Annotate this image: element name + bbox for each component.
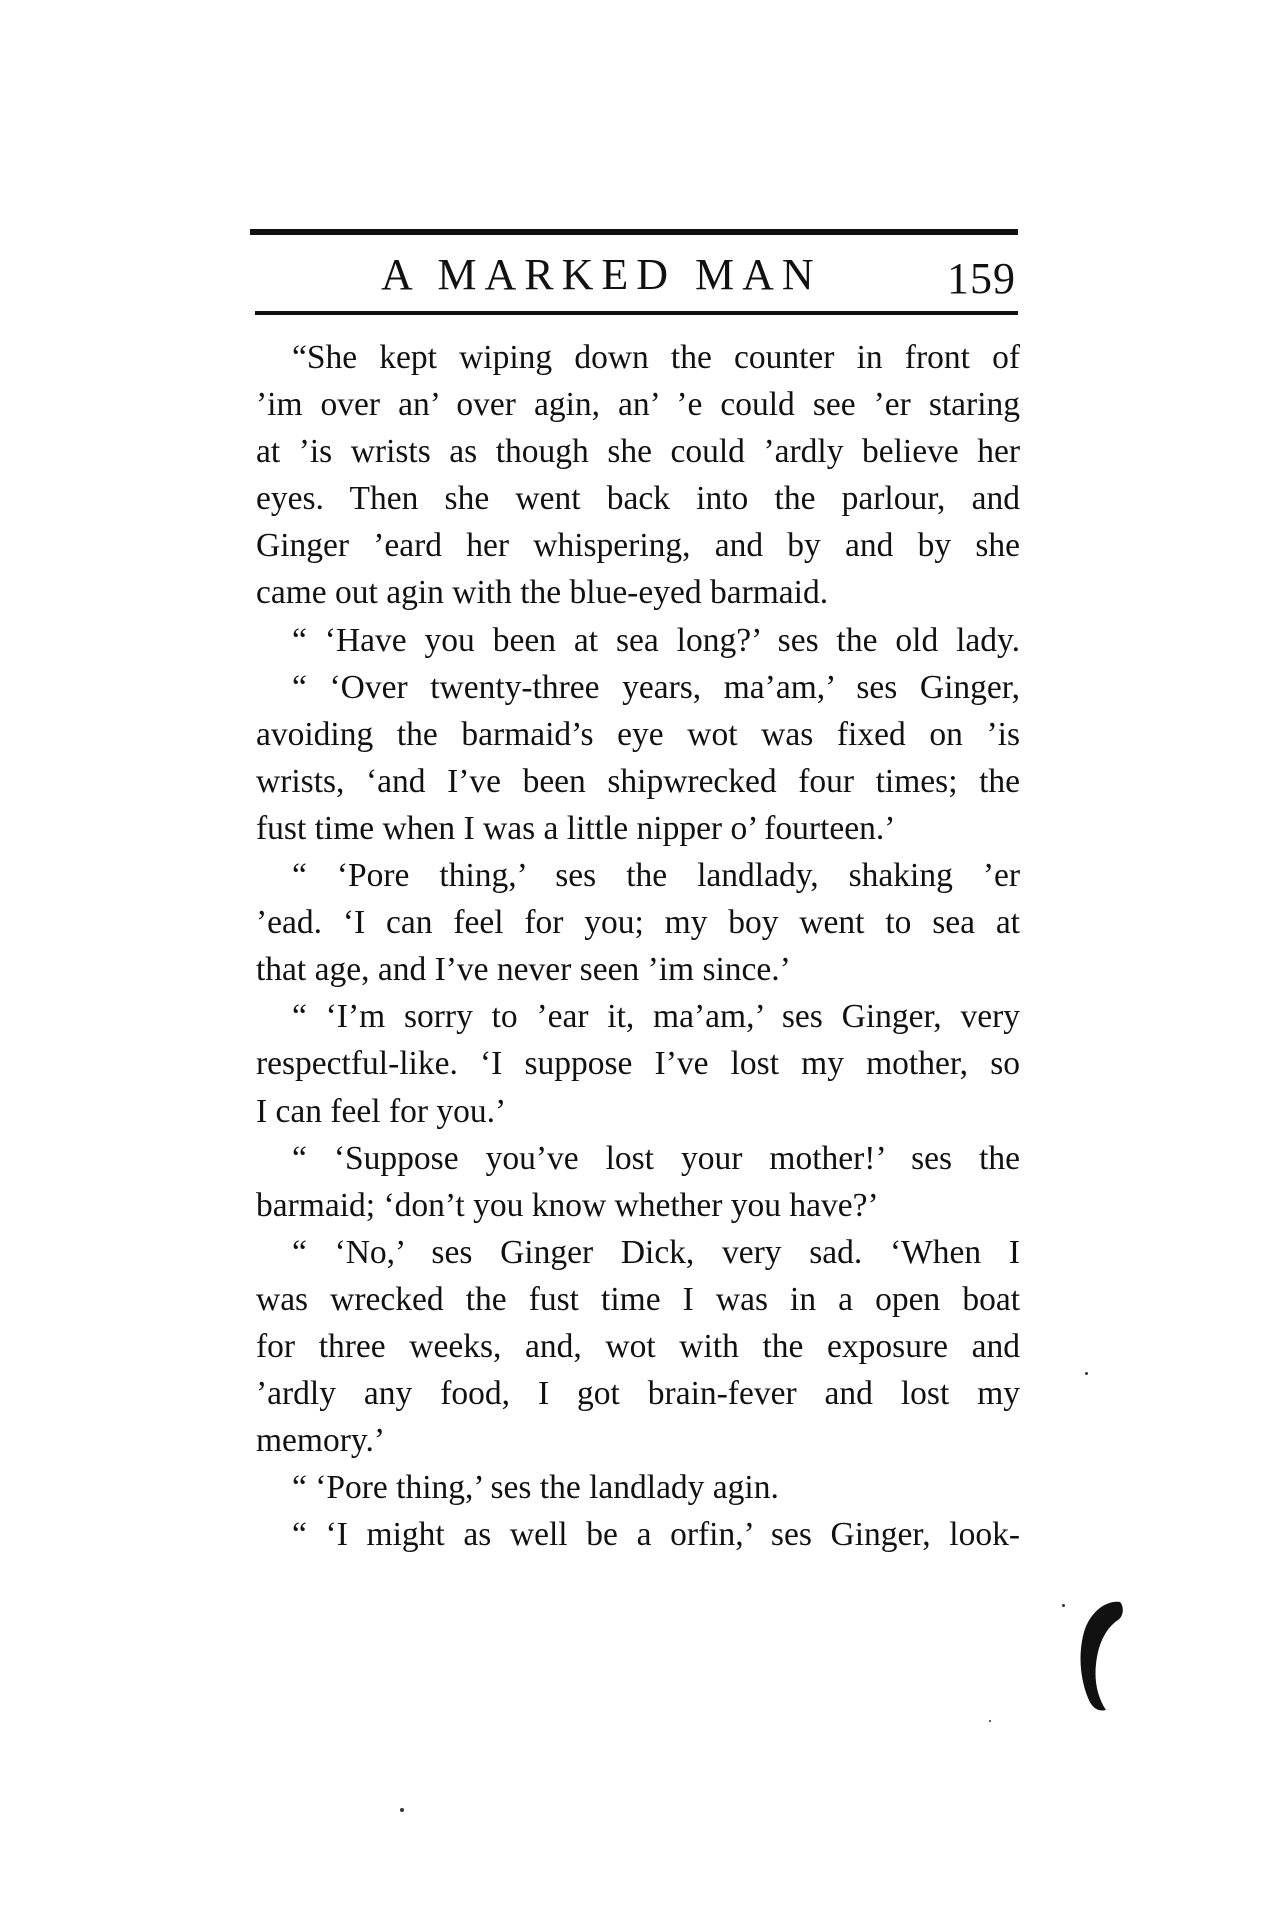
text-line: “She kept wiping down the counter in front of	[292, 339, 1020, 376]
text-line: “ ‘I’m sorry to ’ear it, ma’am,’ ses Ginger, very	[292, 998, 1020, 1036]
dust-speck	[989, 1720, 991, 1722]
dust-speck	[400, 1808, 404, 1812]
dust-speck	[1062, 1604, 1065, 1607]
text-line: eyes. Then she went back into the parlour, and	[256, 480, 1020, 518]
text-line: I can feel for you.’	[256, 1092, 507, 1130]
dust-speck	[1085, 1372, 1088, 1375]
text-line: memory.’	[256, 1422, 385, 1460]
text-line: came out agin with the blue-eyed barmaid.	[256, 574, 829, 612]
text-line: “ ‘Over twenty-three years, ma’am,’ ses Ginger,	[292, 668, 1020, 706]
text-line: for three weeks, and, wot with the exposure and	[256, 1327, 1020, 1365]
text-line: ’im over an’ over agin, an’ ’e could see ’er staring	[256, 386, 1020, 424]
ink-smudge	[1076, 1598, 1124, 1714]
text-line: barmaid; ‘don’t you know whether you have?’	[256, 1186, 879, 1224]
text-line: avoiding the barmaid’s eye wot was fixed on ’is	[256, 715, 1020, 753]
text-line: “ ‘No,’ ses Ginger Dick, very sad. ‘When I	[292, 1233, 1020, 1271]
text-line: wrists, ‘and I’ve been shipwrecked four times; the	[256, 762, 1020, 800]
text-line: ’ardly any food, I got brain-fever and lost my	[256, 1375, 1020, 1413]
text-line: at ’is wrists as though she could ’ardly believe her	[256, 433, 1020, 471]
text-line: respectful-like. ‘I suppose I’ve lost my mother, so	[256, 1045, 1020, 1083]
text-line: “ ‘Suppose you’ve lost your mother!’ ses the	[292, 1139, 1020, 1177]
text-line: “ ‘Have you been at sea long?’ ses the old lady.	[292, 621, 1020, 659]
running-head	[256, 240, 1018, 310]
running-title: A MARKED MAN	[381, 250, 822, 299]
header-rule-top	[250, 229, 1018, 235]
text-line: was wrecked the fust time I was in a open boat	[256, 1280, 1020, 1318]
text-line: “ ‘Pore thing,’ ses the landlady, shaking ’er	[292, 857, 1020, 895]
text-line: ’ead. ‘I can feel for you; my boy went to sea at	[256, 904, 1020, 942]
header-rule-bottom	[255, 311, 1018, 315]
text-line: “ ‘Pore thing,’ ses the landlady agin.	[292, 1469, 779, 1507]
text-line: Ginger ’eard her whispering, and by and by she	[256, 527, 1020, 565]
body-text	[256, 334, 1020, 1558]
text-line: “ ‘I might as well be a orfin,’ ses Ginger, look-	[292, 1516, 1020, 1554]
text-line: fust time when I was a little nipper o’ fourteen.’	[256, 809, 896, 847]
page-number: 159	[947, 254, 1016, 303]
text-line: that age, and I’ve never seen ’im since.’	[256, 951, 791, 989]
